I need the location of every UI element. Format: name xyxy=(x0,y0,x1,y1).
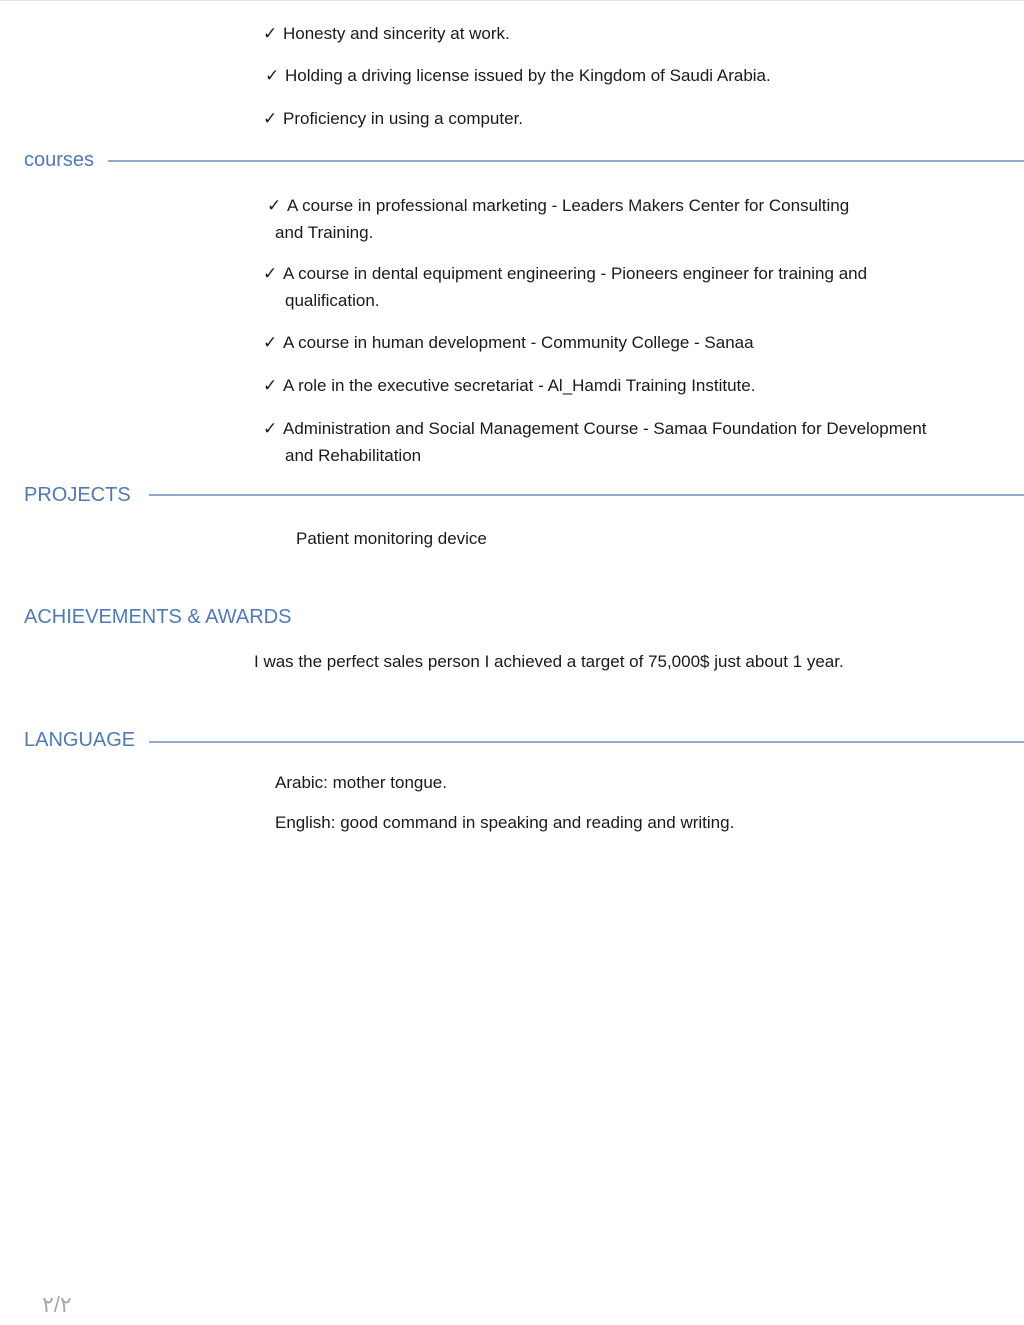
skill-text: Honesty and sincerity at work. xyxy=(283,24,510,43)
course-text-continued: and Rehabilitation xyxy=(285,446,422,465)
skill-text: Holding a driving license issued by the Kingdom of Saudi Arabia. xyxy=(285,66,771,85)
courses-rule xyxy=(108,160,1024,162)
check-icon: ✓ xyxy=(265,66,280,85)
projects-heading: PROJECTS xyxy=(24,484,131,506)
language-rule xyxy=(149,741,1024,743)
language-item: Arabic: mother tongue. xyxy=(275,773,447,792)
language-heading: LANGUAGE xyxy=(24,729,136,751)
course-text: A role in the executive secretariat - Al_Hamdi Training Institute. xyxy=(283,376,756,395)
course-text: A course in dental equipment engineering - Pioneers engineer for training and xyxy=(283,264,868,283)
course-item xyxy=(267,192,849,219)
check-icon: ✓ xyxy=(263,333,278,352)
language-item: English: good command in speaking and reading and writing. xyxy=(275,813,735,832)
course-item xyxy=(263,260,867,287)
check-icon: ✓ xyxy=(263,24,278,43)
check-icon: ✓ xyxy=(263,109,278,128)
check-icon: ✓ xyxy=(263,376,278,395)
course-text-continued: qualification. xyxy=(285,291,380,310)
course-text: A course in professional marketing - Leaders Makers Center for Consulting xyxy=(287,196,850,215)
achievements-heading: ACHIEVEMENTS & AWARDS xyxy=(24,606,292,628)
page-number: ٢/٢ xyxy=(42,1292,72,1317)
skill-item xyxy=(263,105,523,132)
skill-text: Proficiency in using a computer. xyxy=(283,109,524,128)
skill-item xyxy=(265,62,771,89)
course-item xyxy=(263,329,754,356)
course-text: Administration and Social Management Course - Samaa Foundation for Development xyxy=(283,419,927,438)
check-icon: ✓ xyxy=(263,264,278,283)
course-item xyxy=(263,372,755,399)
projects-rule xyxy=(149,494,1024,496)
course-text-continued: and Training. xyxy=(275,223,374,242)
course-text: A course in human development - Community College - Sanaa xyxy=(283,333,754,352)
check-icon: ✓ xyxy=(263,419,278,438)
course-item xyxy=(263,415,927,442)
courses-heading: courses xyxy=(24,149,95,171)
project-item: Patient monitoring device xyxy=(296,529,487,548)
skill-item xyxy=(263,20,510,47)
achievement-text: I was the perfect sales person I achieved a target of 75,000$ just about 1 year. xyxy=(254,652,844,671)
check-icon: ✓ xyxy=(267,196,282,215)
page-top-border xyxy=(0,0,1024,1)
